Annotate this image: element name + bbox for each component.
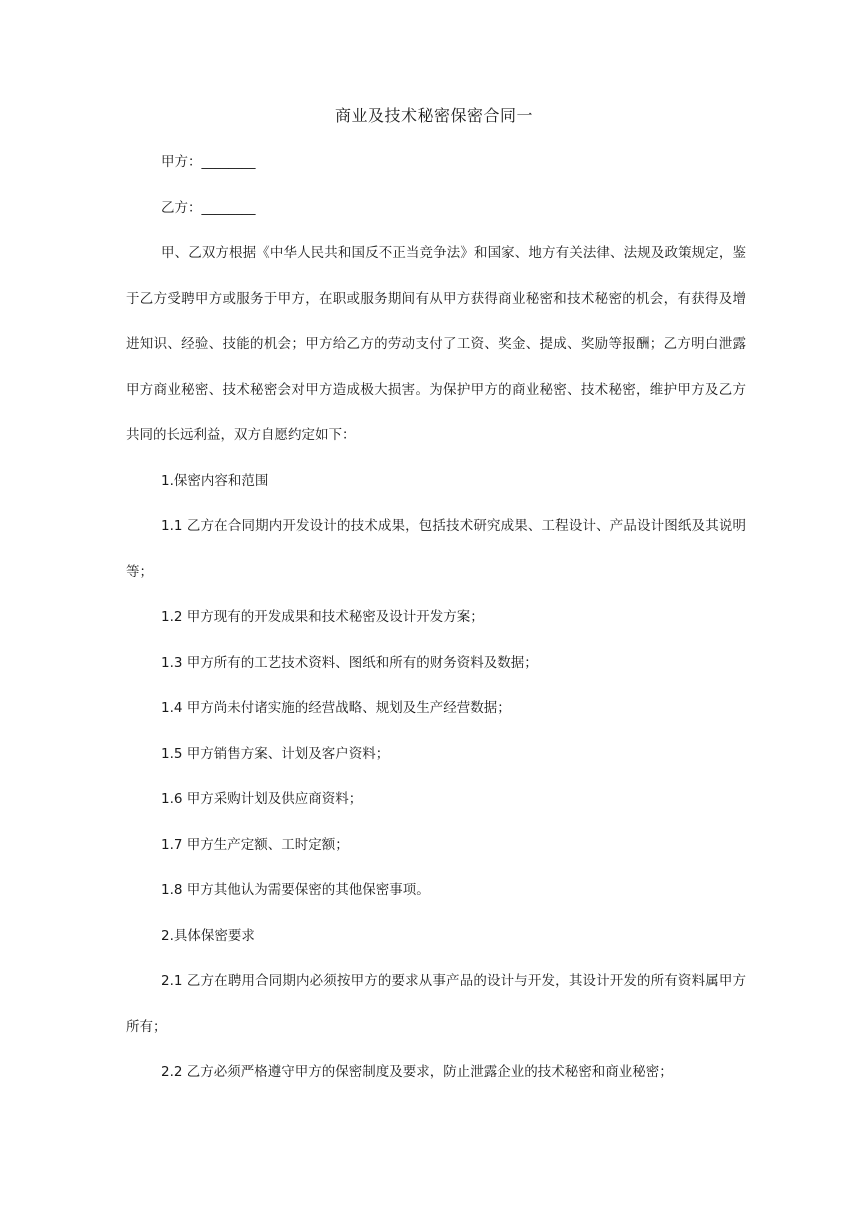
section-heading-2: 2.具体保密要求 xyxy=(161,927,255,944)
clause-2-1: 2.1 乙方在聘用合同期内必须按甲方的要求从事产品的设计与开发，其设计开发的所有资料属甲方所有； xyxy=(126,973,746,1035)
clause-1-2: 1.2 甲方现有的开发成果和技术秘密及设计开发方案； xyxy=(161,609,484,625)
clause-1-4: 1.4 甲方尚未付诸实施的经营战略、规划及生产经营数据； xyxy=(161,700,511,716)
clause-1-5: 1.5 甲方销售方案、计划及客户资料； xyxy=(161,745,390,762)
clause-1-3: 1.3 甲方所有的工艺技术资料、图纸和所有的财务资料及数据； xyxy=(161,654,538,671)
party-a-line: 甲方：________ xyxy=(161,154,256,170)
clause-1-7: 1.7 甲方生产定额、工时定额； xyxy=(161,836,349,853)
clause-2-2: 2.2 乙方必须严格遵守甲方的保密制度及要求，防止泄露企业的技术秘密和商业秘密； xyxy=(161,1064,673,1080)
party-b-line: 乙方：________ xyxy=(161,199,256,216)
document-body xyxy=(126,140,746,1096)
clause-1-6: 1.6 甲方采购计划及供应商资料； xyxy=(161,791,363,807)
section-heading-1: 1.保密内容和范围 xyxy=(161,472,269,489)
document-title: 商业及技术秘密保密合同一 xyxy=(334,106,533,125)
clause-1-8: 1.8 甲方其他认为需要保密的其他保密事项。 xyxy=(161,882,430,898)
preamble-paragraph: 甲、乙双方根据《中华人民共和国反不正当竞争法》和国家、地方有关法律、法规及政策规定，鉴于乙方受聘甲方或服务于甲方，在职或服务期间有从甲方获得商业秘密和技术秘密的机会，有获得及增进知识、经验、技能的机会；甲方给乙方的劳动支付了工资、奖金、提成、奖励等报酬；乙方明白泄露甲方商业秘密、技术秘密会对甲方造成极大损害。为保护甲方的商业秘密、技术秘密，维护甲方及乙方共同的长远利益，双方自愿约定如下： xyxy=(126,245,746,443)
clause-1-1: 1.1 乙方在合同期内开发设计的技术成果，包括技术研究成果、工程设计、产品设计图纸及其说明等； xyxy=(126,518,746,580)
